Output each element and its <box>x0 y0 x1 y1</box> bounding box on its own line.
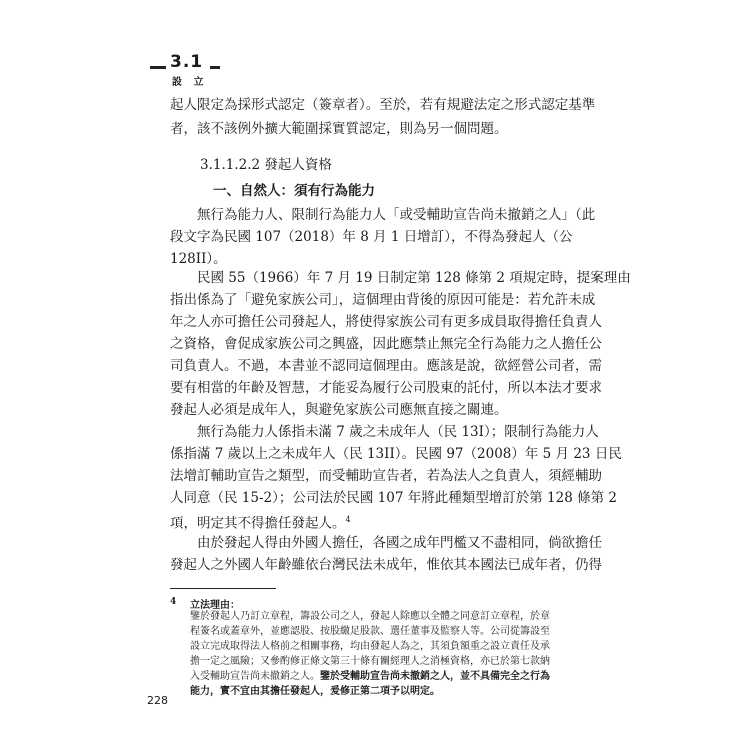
section-title: 設 立 <box>172 77 208 88</box>
body-text-line: 無行為能力人、限制行為能力人「或受輔助宣告尚未撤銷之人」（此 <box>170 207 596 223</box>
footnote-number: 4 <box>170 597 177 607</box>
header-rule-left <box>150 66 166 69</box>
body-text-line: 者，該不該例外擴大範圍採實質認定，則為另一個問題。 <box>170 121 508 137</box>
body-text-line: 發起人必須是成年人，與避免家族公司應無直接之關連。 <box>170 402 508 418</box>
body-text-line: 司負責人。不過，本書並不認同這個理由。應該是說，欲經營公司者，需 <box>170 358 602 374</box>
page-number: 228 <box>147 694 168 707</box>
body-text-line: 段文字為民國 107（2018）年 8 月 1 日增訂），不得為發起人（公 <box>170 229 573 245</box>
footnote-line: 能力，實不宜由其擔任發起人，爰修正第二項予以明定。 <box>190 686 440 697</box>
body-text-line: 128II）。 <box>170 251 227 267</box>
body-text-line: 項，明定其不得擔任發起人。$^4$ <box>170 515 351 532</box>
footnote-line: 設立完成取得法人格前之相關事務，均由發起人為之，其須負額重之設立責任及承 <box>190 641 550 652</box>
body-text-line: 法增訂輔助宣告之類型，而受輔助宣告者，若為法人之負責人，須經輔助 <box>170 468 602 484</box>
footnote-line: 程簽名或蓋章外，並應認股、按股繳足股款、選任董事及監察人等。公司從籌設至 <box>190 626 550 637</box>
body-text-line: 係指滿 7 歲以上之未成年人（民 13II）。民國 97（2008）年 5 月 23 日民 <box>170 446 622 462</box>
section-number: 3.1 <box>170 52 204 72</box>
footnote-label: 立法理由： <box>190 600 240 611</box>
body-text-line: 人同意（民 15-2）；公司法於民國 107 年將此種類型增訂於第 128 條第 2 <box>170 490 617 506</box>
footnote-divider <box>170 588 276 589</box>
heading-3: 3.1.1.2.2 發起人資格 <box>200 157 332 173</box>
body-text-line: 之資格，會促成家族公司之興盛，因此應禁止無完全行為能力之人擔任公 <box>170 336 602 352</box>
body-text-line: 發起人之外國人年齡雖依台灣民法未成年，惟依其本國法已成年者，仍得 <box>170 557 602 573</box>
body-text-line: 年之人亦可擔任公司發起人，將使得家族公司有更多成員取得擔任負責人 <box>170 314 602 330</box>
body-text-line: 要有相當的年齡及智慧，才能妥為履行公司股東的託付，所以本法才要求 <box>170 380 602 396</box>
body-text-line: 起人限定為採形式認定（簽章者）。至於，若有規避法定之形式認定基準 <box>170 97 596 113</box>
body-text-line: 無行為能力人係指未滿 7 歲之未成年人（民 13I）；限制行為能力人 <box>170 424 599 440</box>
footnote-line: 入受輔助宣告尚未撤銷之人。鑒於受輔助宣告尚未撤銷之人，並不具備完全之行為 <box>190 671 550 682</box>
footnote-ref[interactable]: 4 <box>345 515 351 524</box>
heading-4: 一、自然人：須有行為能力 <box>213 183 375 199</box>
body-text-line: 民國 55（1966）年 7 月 19 日制定第 128 條第 2 項規定時，提案理由 <box>170 270 631 286</box>
footnote-line: 擔一定之風險；又參酌修正條文第三十條有關經理人之消極資格，亦已於第七款納 <box>190 656 550 667</box>
body-text-line: 由於發起人得由外國人擔任，各國之成年門檻又不盡相同，倘欲擔任 <box>170 535 602 551</box>
body-text-line: 指出係為了「避免家族公司」，這個理由背後的原因可能是：若允許未成 <box>170 292 596 308</box>
header-rule-right <box>210 66 220 69</box>
footnote-line: 鑒於發起人乃訂立章程，籌設公司之人，發起人除應以全體之同意訂立章程，於章 <box>190 611 550 622</box>
